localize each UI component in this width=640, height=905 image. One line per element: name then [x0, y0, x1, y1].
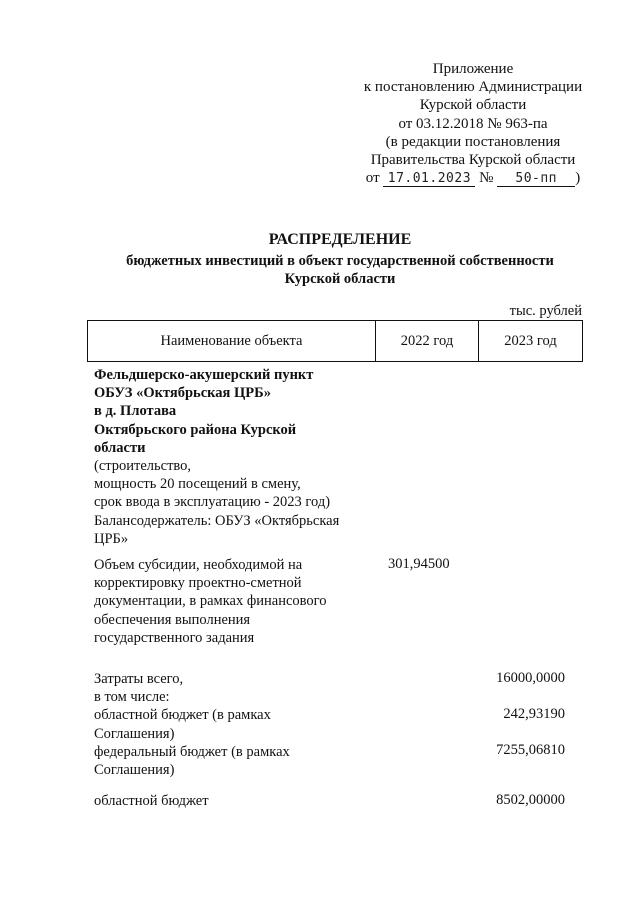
object-detail-line: Балансодержатель: ОБУЗ «Октябрьская	[94, 512, 340, 529]
object-name-line: области	[94, 439, 146, 456]
header-object-name: Наименование объекта	[88, 321, 376, 362]
appendix-line: Курской области	[419, 97, 527, 114]
costs-total-label: Затраты всего,	[94, 671, 184, 687]
object-detail-line: (строительство,	[94, 458, 192, 475]
document-title	[80, 230, 600, 288]
costs-including-label: в том числе:	[94, 689, 170, 706]
subsidy-label-line: документации, в рамках финансового	[94, 593, 327, 610]
appendix-line: (в редакции постановления	[385, 133, 561, 150]
object-name-line: в д. Плотава	[94, 403, 177, 420]
subsidy-value-2022: 301,94500	[388, 556, 450, 572]
subsidy-label-line: обеспечения выполнения	[94, 611, 251, 628]
decree-date: 17.01.2023	[383, 172, 475, 187]
subsidy-label-line: корректировку проектно-сметной	[94, 575, 302, 592]
object-detail-line: ЦРБ»	[94, 530, 129, 547]
object-description	[94, 366, 384, 548]
units-label: тыс. рублей	[509, 303, 582, 319]
regional-budget-2023: 8502,00000	[496, 792, 565, 808]
federal-agreement-label-line: федеральный бюджет (в рамках	[94, 743, 290, 760]
appendix-header	[356, 60, 590, 187]
appendix-line: к постановлению Администрации	[363, 79, 583, 96]
object-name-line: ОБУЗ «Октябрьская ЦРБ»	[94, 385, 271, 402]
decree-number: 50-пп	[497, 172, 575, 187]
number-sign: №	[479, 170, 494, 187]
object-name-line: Октябрьского района Курской	[94, 421, 297, 438]
appendix-line: Приложение	[432, 61, 514, 77]
object-detail-line: мощность 20 посещений в смену,	[94, 476, 301, 493]
federal-agreement-2023: 7255,06810	[496, 742, 565, 758]
title-subheading-line2: Курской области	[284, 271, 396, 287]
subsidy-label-line: государственного задания	[94, 629, 255, 646]
costs-total-2023: 16000,0000	[496, 670, 565, 686]
from-prefix: от	[365, 170, 380, 187]
costs-labels	[94, 670, 384, 779]
appendix-line: от 03.12.2018 № 963-па	[398, 115, 548, 132]
subsidy-label-line: Объем субсидии, необходимой на	[94, 557, 303, 573]
regional-budget-label: областной бюджет	[94, 793, 209, 809]
regional-agreement-label-line: областной бюджет (в рамках	[94, 707, 271, 724]
object-detail-line: срок ввода в эксплуатацию - 2023 год)	[94, 494, 331, 511]
appendix-line: Правительства Курской области	[370, 152, 576, 169]
title-heading: РАСПРЕДЕЛЕНИЕ	[268, 231, 412, 248]
table-header	[87, 320, 583, 362]
close-paren: )	[575, 170, 581, 187]
title-subheading-line1: бюджетных инвестиций в объект государственной собственности	[126, 253, 554, 269]
header-2022: 2022 год	[376, 321, 479, 362]
regional-agreement-label-line: Соглашения)	[94, 725, 175, 742]
subsidy-label	[94, 556, 384, 647]
object-name-line: Фельдшерско-акушерский пункт	[94, 367, 314, 383]
decree-date-number-line	[356, 169, 590, 187]
federal-agreement-label-line: Соглашения)	[94, 762, 175, 779]
header-2023: 2023 год	[479, 321, 583, 362]
regional-agreement-2023: 242,93190	[503, 706, 565, 722]
